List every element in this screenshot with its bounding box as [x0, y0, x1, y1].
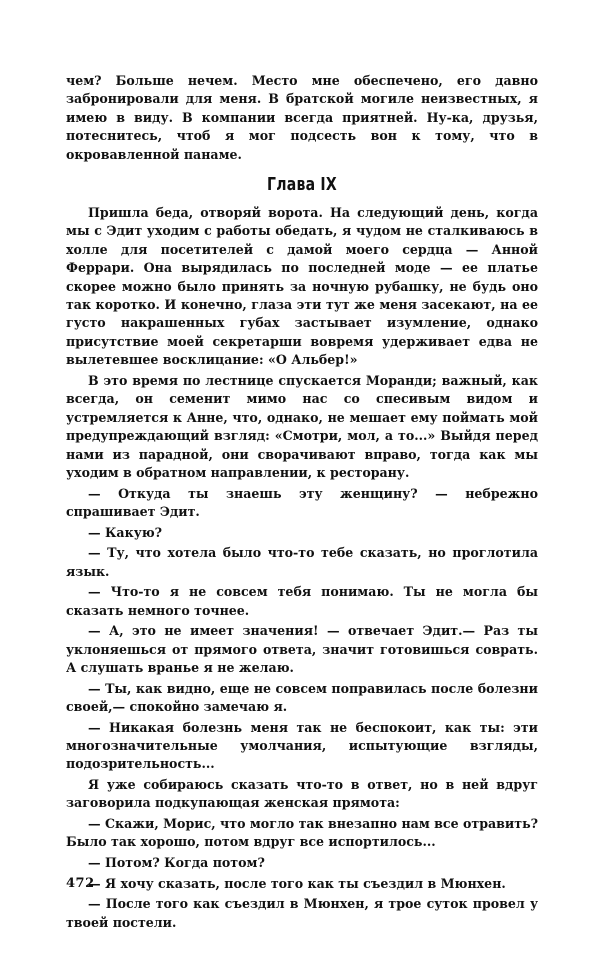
dialogue-line-5: — А, это не имеет значения! — отвечает Эдит.— Раз ты уклоняешься от прямого ответа, значит готовишься соврать. А слушать вранье я не желаю.: [66, 623, 538, 675]
paragraph-1: Пришла беда, отворяй ворота. На следующий день, когда мы с Эдит уходим с работы обедать, я чудом не сталкиваюсь в холле для посетителей с дамой моего сердца — Анной Феррари. Она вырядилась по последней моде — ее платье скорее можно было принять за ночную рубашку, не будь оно так коротко. И конечно, глаза эти тут же меня засекают, на ее густо накрашенных губах застывает изумление, однако присутствие моей секретарши вовремя удерживает едва не вылетевшее восклицание: «О Альбер!»: [66, 205, 538, 368]
narration-paragraph: Я уже собираюсь сказать что-то в ответ, но в ней вдруг заговорила подкупающая женская прямота:: [66, 776, 538, 811]
dialogue-line-1: — Откуда ты знаешь эту женщину? — небрежно спрашивает Эдит.: [66, 485, 538, 519]
dialogue-line-4: — Что-то я не совсем тебя понимаю. Ты не могла бы сказать немного точнее.: [66, 584, 538, 618]
dialogue-line-6: — Ты, как видно, еще не совсем поправилась после болезни своей,— спокойно замечаю я.: [66, 680, 538, 714]
dialogue-line-11: — После того как съездил в Мюнхен, я трое суток провел у твоей постели.: [66, 896, 538, 930]
chapter-title: Глава IX: [267, 174, 337, 196]
opening-paragraph: чем? Больше нечем. Место мне обеспечено, его давно забронировали для меня. В братской могиле неизвестных, я имею в виду. В компании всегда приятней. Ну-ка, друзья, потеснитесь, чтоб я мог подсесть вон к тому, что в окровавленной панаме.: [66, 73, 538, 162]
paragraph-2: В это время по лестнице спускается Моранди; важный, как всегда, он семенит мимо нас со спесивым видом и устремляется к Анне, что, однако, не мешает ему поймать мой предупреждающий взгляд: «Смотри, мол, а то...» Выйдя перед нами из парадной, они сворачивают вправо, тогда как мы уходим в обратном направлении, к ресторану.: [66, 372, 538, 480]
dialogue-line-3: — Ту, что хотела было что-то тебе сказать, но проглотила язык.: [66, 545, 538, 579]
book-page: [66, 72, 538, 934]
dialogue-line-8: — Скажи, Морис, что могло так внезапно нам все отравить? Было так хорошо, потом вдруг все испортилось...: [66, 815, 538, 850]
dialogue-line-7: — Никакая болезнь меня так не беспокоит, как ты: эти многозначительные умолчания, испытующие взгляды, подозрительность...: [66, 719, 538, 772]
page-number: 472: [66, 876, 95, 891]
dialogue-line-10: — Я хочу сказать, после того как ты съездил в Мюнхен.: [88, 875, 506, 891]
dialogue-line-9: — Потом? Когда потом?: [88, 854, 265, 870]
dialogue-line-2: — Какую?: [88, 524, 163, 540]
